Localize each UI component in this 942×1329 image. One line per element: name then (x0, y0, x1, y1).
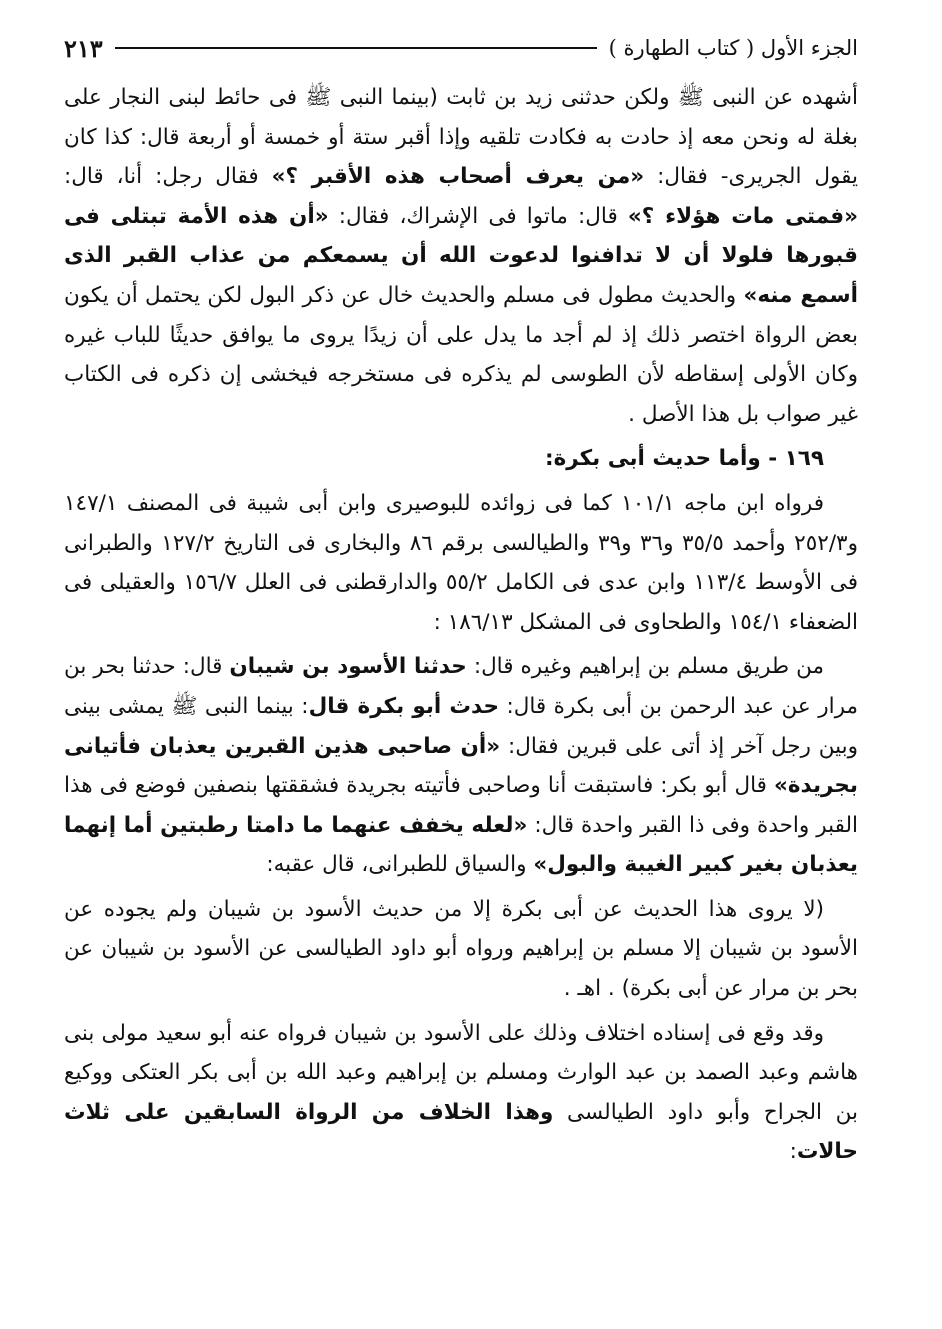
page-number: ٢١٣ (64, 33, 103, 63)
text-run: قال: ماتوا فى الإشراك، فقال: (328, 203, 628, 229)
text-run: أشهده عن النبى ﷺ ولكن حدثنى زيد بن ثابت (بينما النبى ﷺ فى حائط لبنى النجار على بغلة له ونحن معه إذ حادت به فكادت تلقيه وإذا أقبر ستة أو خمسة أو أربعة قال: كذا كان يقول الجريرى- فقال: (64, 85, 859, 190)
text-run: قال أبو بكر: فاستبقت أنا وصاحبى فأتيته بجريدة فشققتها بنصفين فوضع فى هذا القبر واحدة وفى ذا القبر واحدة قال: (64, 773, 858, 838)
bold-quote: «أن هذه الأمة تبتلى فى قبورها فلولا أن لا تدافنوا لدعوت الله أن يسمعكم من عذاب القبر الذى أسمع منه» (64, 203, 858, 308)
paragraph (64, 484, 858, 642)
bold-quote: ١٦٩ - وأما حديث أبى بكرة: (544, 446, 824, 472)
bold-quote: وهذا الخلاف من الرواة السابقين على ثلاث حالات (64, 1099, 858, 1165)
text-run: قال: حدثنا بحر بن مرار عن عبد الرحمن بن أبى بكرة قال: (64, 654, 858, 719)
paragraph (64, 647, 858, 885)
text-run: (لا يروى هذا الحديث عن أبى بكرة إلا من حديث الأسود بن شيبان ولم يجوده عن الأسود بن شيبان إلا مسلم بن إبراهيم ورواه أبو داود الطيالسى عن الأسود بن شيبان عن بحر بن مرار عن أبى بكرة) . اهـ . (64, 896, 858, 1002)
bold-quote: «من يعرف أصحاب هذه الأقبر ؟» (271, 164, 645, 190)
paragraph (64, 890, 858, 1009)
body-text (64, 78, 858, 1172)
bold-quote: «أن صاحبى هذين القبرين يعذبان فأتيانى بجريدة» (64, 733, 858, 799)
text-run: فقال رجل: أنا، قال: (64, 164, 272, 190)
header-rule (115, 47, 597, 49)
running-title: الجزء الأول ( كتاب الطهارة ) (608, 36, 858, 60)
bold-quote: حدثنا الأسود بن شيبان (229, 654, 467, 680)
paragraph (64, 78, 858, 434)
text-run: : (789, 1139, 797, 1165)
text-run: وقد وقع فى إسناده اختلاف وذلك على الأسود بن شيبان فرواه عنه أبو سعيد مولى بنى هاشم وعبد الصمد بن عبد الوارث ومسلم بن إبراهيم وعبد الله بن أبى بكر العتكى ووكيع بن الجراح وأبو داود الطيالسى (64, 1020, 858, 1125)
bold-quote: «لعله يخفف عنهما ما دامتا رطبتين أما إنهما يعذبان بغير كبير الغيبة والبول» (64, 812, 858, 878)
text-run: من طريق مسلم بن إبراهيم وغيره قال: (466, 654, 824, 680)
section-heading (64, 439, 858, 479)
text-run: والحديث مطول فى مسلم والحديث خال عن ذكر البول لكن يحتمل أن يكون بعض الرواة اختصر ذلك إذ لم أجد ما يدل على أن زيدًا يروى ما يوافق حديثًا للباب غيره وكان الأولى إسقاطه لأن الطوسى لم يذكره فى مستخرجه فيخشى إن ذكره فى الكتاب غير صواب بل هذا الأصل . (64, 282, 858, 427)
bold-quote: «فمتى مات هؤلاء ؟» (627, 203, 858, 229)
text-run: : بينما النبى ﷺ يمشى بينى وبين رجل آخر إذ أتى على قبرين فقال: (64, 693, 858, 759)
text-run: والسياق للطبرانى، قال عقبه: (266, 852, 534, 878)
text-run: فرواه ابن ماجه ١٠١/١ كما فى زوائده للبوصيرى وابن أبى شيبة فى المصنف ١٤٧/١ و٢٥٢/٣ وأحمد ٣٥/٥ و٣٦ و٣٩ والطيالسى برقم ٨٦ والبخارى فى التاريخ ١٢٧/٢ والطبرانى فى الأوسط ١١٣/٤ وابن عدى فى الكامل ٥٥/٢ والدارقطنى فى العلل ١٥٦/٧ والعقيلى فى الضعفاء ١٥٤/١ والطحاوى فى المشكل ١٨٦/١٣ : (64, 490, 858, 635)
bold-quote: حدث أبو بكرة قال (308, 693, 499, 719)
paragraph (64, 1014, 858, 1172)
page-header (64, 30, 858, 66)
